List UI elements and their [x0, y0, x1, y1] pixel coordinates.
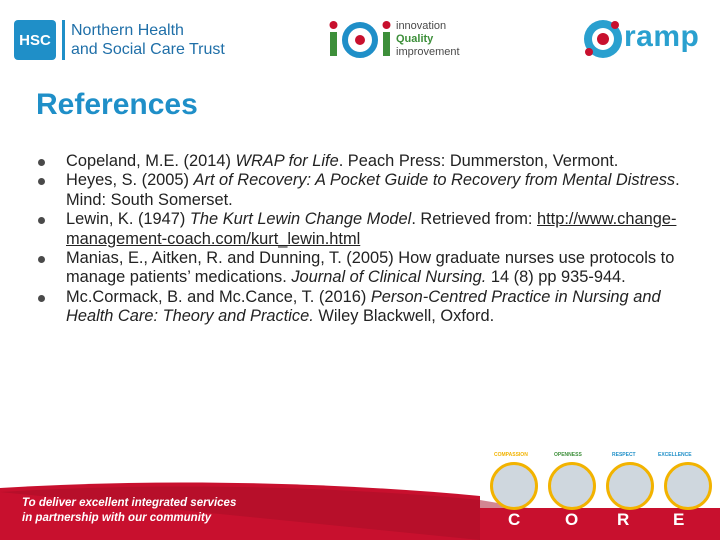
hsc-logo-box: HSC: [14, 20, 56, 60]
reference-item: [38, 152, 698, 171]
core-label-compassion: COMPASSION: [494, 452, 528, 458]
iqi-line1: innovation: [396, 19, 447, 32]
reference-title: Journal of Clinical Nursing.: [291, 268, 487, 287]
reference-title: Art of Recovery: A Pocket Guide to Recovery from Mental Distress: [193, 171, 676, 190]
core-letter-o: O: [565, 510, 579, 529]
core-letter-e: E: [673, 510, 685, 529]
core-photo-excellence: [664, 462, 712, 510]
iqi-logo-text: [396, 20, 460, 59]
iqi-line2: Quality: [396, 32, 434, 45]
core-photos: [488, 462, 720, 510]
core-label-excellence: EXCELLENCE: [658, 452, 692, 458]
core-label-openness: OPENNESS: [554, 452, 582, 458]
references-list: [38, 152, 698, 327]
hsc-logo: [14, 20, 225, 60]
core-photo-compassion: [490, 462, 538, 510]
reference-text: Wiley Blackwell, Oxford.: [313, 307, 495, 326]
page-title: References: [36, 88, 198, 121]
core-photo-respect: [606, 462, 654, 510]
reference-text: . Peach Press: Dummerston, Vermont.: [338, 152, 619, 170]
reference-link[interactable]: http://www.change-management-coach.com/kurt_lewin.html: [66, 210, 677, 248]
reference-text: Copeland, M.E. (2014): [66, 152, 236, 170]
iqi-logo: [328, 18, 460, 60]
core-letter-r: R: [617, 510, 630, 529]
hsc-logo-divider: [62, 20, 65, 60]
bullet-icon: [38, 217, 45, 224]
bullet-icon: [38, 178, 45, 185]
reference-text: Heyes, S. (2005): [66, 171, 194, 190]
ramp-logo-mark: [580, 16, 626, 62]
reference-title: The Kurt Lewin Change Model: [189, 210, 412, 229]
bullet-icon: [38, 159, 45, 166]
core-label-respect: RESPECT: [612, 452, 636, 458]
reference-text: 14 (8) pp 935-944.: [486, 268, 626, 287]
reference-item: [38, 171, 698, 210]
reference-item: [38, 210, 698, 249]
bullet-icon: [38, 295, 45, 302]
bullet-icon: [38, 256, 45, 263]
footer-slogan-line2: in partnership with our community: [22, 512, 212, 524]
footer-slogan-line1: To deliver excellent integrated services: [22, 497, 237, 509]
reference-title: WRAP for Life: [235, 152, 339, 170]
reference-item: [38, 288, 698, 327]
reference-item: [38, 249, 698, 288]
reference-title: Person-Centred Practice in Nursing and Health Care: Theory and Practice.: [66, 287, 661, 326]
reference-text: Lewin, K. (1947): [66, 210, 190, 229]
core-letter-c: C: [508, 510, 521, 529]
reference-text: . Mind: South Somerset.: [66, 171, 680, 209]
hsc-logo-line1: Northern Health: [71, 22, 184, 39]
core-photo-openness: [548, 462, 596, 510]
ramp-logo: [580, 14, 710, 64]
reference-text: . Retrieved from:: [411, 210, 538, 229]
reference-text: Manias, E., Aitken, R. and Dunning, T. (2005) How graduate nurses use protocols to manage patients’ medications.: [66, 249, 675, 287]
hsc-logo-text: [71, 21, 225, 59]
iqi-logo-mark: [328, 18, 392, 60]
iqi-line3: improvement: [396, 45, 460, 58]
ramp-logo-text: ramp: [624, 20, 700, 53]
hsc-logo-line2: and Social Care Trust: [71, 41, 225, 58]
reference-text: Mc.Cormack, B. and Mc.Cance, T. (2016): [66, 287, 371, 306]
footer-slogan: [22, 496, 236, 526]
